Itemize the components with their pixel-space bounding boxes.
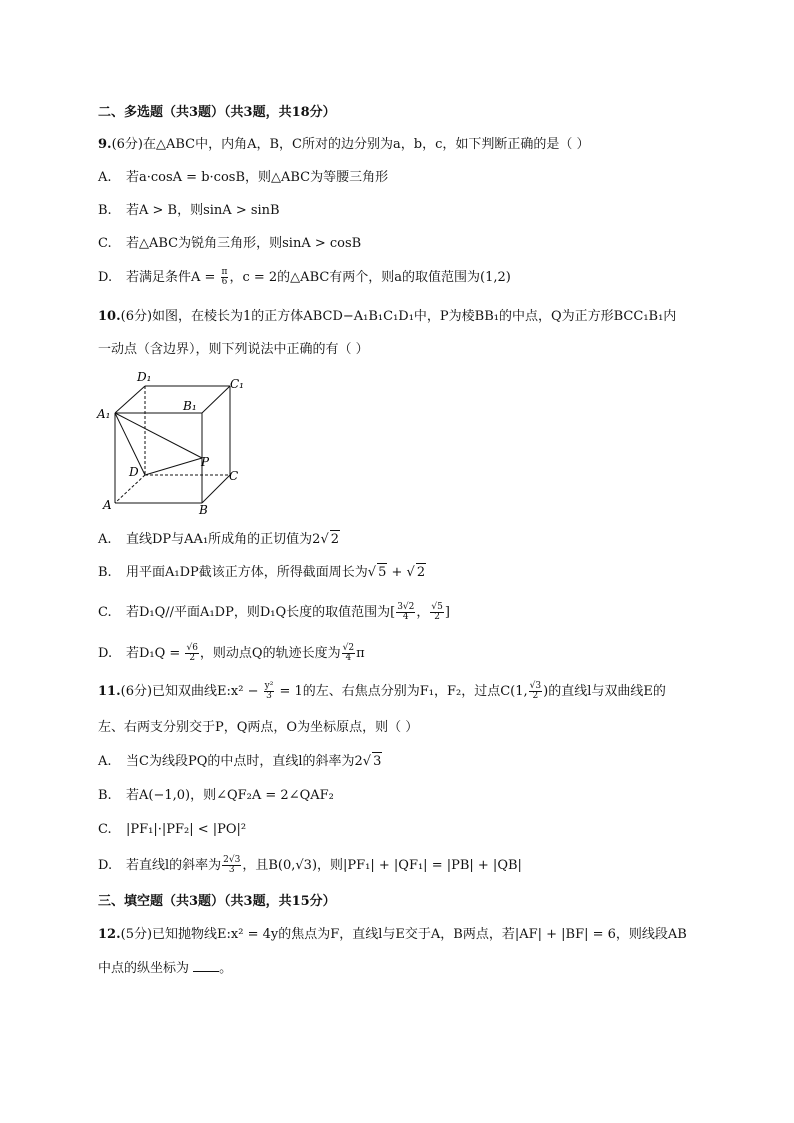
option-label: A.: [98, 170, 112, 185]
label-b1: B₁: [183, 399, 197, 413]
section-heading-multiple-choice: 二、多选题（共3题）（共3题，共18分）: [98, 105, 336, 120]
option-label: B.: [98, 788, 112, 803]
q11-option-b: [98, 787, 334, 805]
question-10-stem-cont: 一动点（含边界），则下列说法中正确的有（ ）: [98, 342, 369, 357]
label-d1: D₁: [137, 370, 152, 384]
option-text: 若D₁Q =: [126, 646, 185, 661]
q10-option-b: B. 用平面A₁DP截该正方体，所得截面周长为√ 5 + √ 2: [98, 565, 426, 580]
label-p: P: [201, 455, 210, 469]
label-d: D: [129, 465, 139, 479]
fraction: $\frac{\pi}{6}$: [221, 267, 228, 287]
question-text: (6分)如图，在棱长为1的正方体ABCD−A₁B₁C₁D₁中，P为棱BB₁的中点，Q为正方形BCC₁B₁内: [120, 309, 677, 324]
option-label: C.: [98, 236, 112, 251]
label-c1: C₁: [230, 377, 244, 391]
option-text: 若A(−1,0)，则∠QF₂A = 2∠QAF₂: [126, 788, 334, 803]
q9-option-b: [98, 202, 280, 220]
option-label: C.: [98, 605, 112, 620]
q9-option-c: [98, 235, 361, 253]
option-label: D.: [98, 858, 113, 873]
answer-blank[interactable]: [193, 959, 219, 972]
option-label: C.: [98, 822, 112, 837]
option-text: ，且B(0,√3)，则|PF₁| + |QF₁| = |PB| + |QB|: [242, 858, 522, 873]
q9-option-d: [98, 268, 511, 287]
option-label: A.: [98, 754, 112, 769]
question-11-stem: 11.(6分)已知双曲线E:x² − $\frac{\text{y²}}{3}$ = 1的左、右焦点分别为F₁，F₂，过点C(1, $\frac{√3}{2}$ )的直线l与双曲线E的: [98, 681, 666, 701]
cube-figure: [95, 368, 255, 518]
q10-option-c: C. 若D₁Q//平面A₁DP，则D₁Q长度的取值范围为[ $\frac{3√2}{4}$ ， $\frac{√5}{2}$ ]: [98, 602, 450, 622]
option-label: D.: [98, 646, 113, 661]
option-label: B.: [98, 203, 112, 218]
label-a1: A₁: [97, 407, 111, 421]
question-11-stem-cont: 左、右两支分别交于P，Q两点，O为坐标原点，则（ ）: [98, 720, 419, 735]
option-text: 若a·cosA = b·cosB，则△ABC为等腰三角形: [126, 170, 389, 185]
option-label: A.: [98, 532, 112, 547]
option-text: 用平面A₁DP截该正方体，所得截面周长为: [126, 565, 368, 580]
option-text: 若D₁Q//平面A₁DP，则D₁Q长度的取值范围为[: [126, 605, 396, 620]
option-text: 若直线l的斜率为: [126, 858, 222, 873]
question-10-stem: [98, 308, 676, 326]
question-9-stem: [98, 136, 590, 154]
option-text: 当C为线段PQ的中点时，直线l的斜率为2: [126, 754, 363, 769]
option-text: 若△ABC为锐角三角形，则sinA > cosB: [126, 236, 362, 251]
question-number: 9.: [98, 137, 112, 152]
section-heading-fill-in: 三、填空题（共3题）（共3题，共15分）: [98, 894, 336, 909]
q11-option-d: D. 若直线l的斜率为 $\frac{2√3}{3}$ ，且B(0,√3)，则|PF₁| + |QF₁| = |PB| + |QB|: [98, 855, 522, 875]
label-c: C: [229, 469, 239, 483]
q9-option-a: [98, 169, 388, 187]
question-text: (5分)已知抛物线E:x² = 4y的焦点为F，直线l与E交于A，B两点，若|AF| + |BF| = 6，则线段AB: [120, 927, 687, 942]
option-label: B.: [98, 565, 112, 580]
option-text: ，c = 2的△ABC有两个，则a的取值范围为(1,2): [229, 270, 511, 285]
question-number: 11.: [98, 684, 121, 699]
question-number: 10.: [98, 309, 121, 324]
label-a: A: [103, 498, 112, 512]
option-text: |PF₁|·|PF₂| < |PO|²: [126, 822, 247, 837]
q11-option-a: A. 当C为线段PQ的中点时，直线l的斜率为2√ 3: [98, 754, 382, 769]
question-12-stem: [98, 926, 687, 944]
q10-option-a: A. 直线DP与AA₁所成角的正切值为2√ 2: [98, 532, 340, 547]
q10-option-d: D. 若D₁Q = $\frac{√6}{2}$ ，则动点Q的轨迹长度为 $\frac{√2}{4}$ π: [98, 643, 365, 663]
option-label: D.: [98, 270, 113, 285]
question-number: 12.: [98, 927, 121, 942]
q11-option-c: [98, 821, 246, 839]
option-text: 若A > B，则sinA > sinB: [126, 203, 280, 218]
question-12-stem-cont: 中点的纵坐标为 。: [98, 961, 233, 976]
option-text: 直线DP与AA₁所成角的正切值为2: [126, 532, 321, 547]
option-text: 若满足条件A =: [126, 270, 220, 285]
label-b: B: [199, 503, 208, 517]
question-text: (6分)在△ABC中，内角A，B，C所对的边分别为a，b，c，如下判断正确的是（ ）: [111, 137, 590, 152]
